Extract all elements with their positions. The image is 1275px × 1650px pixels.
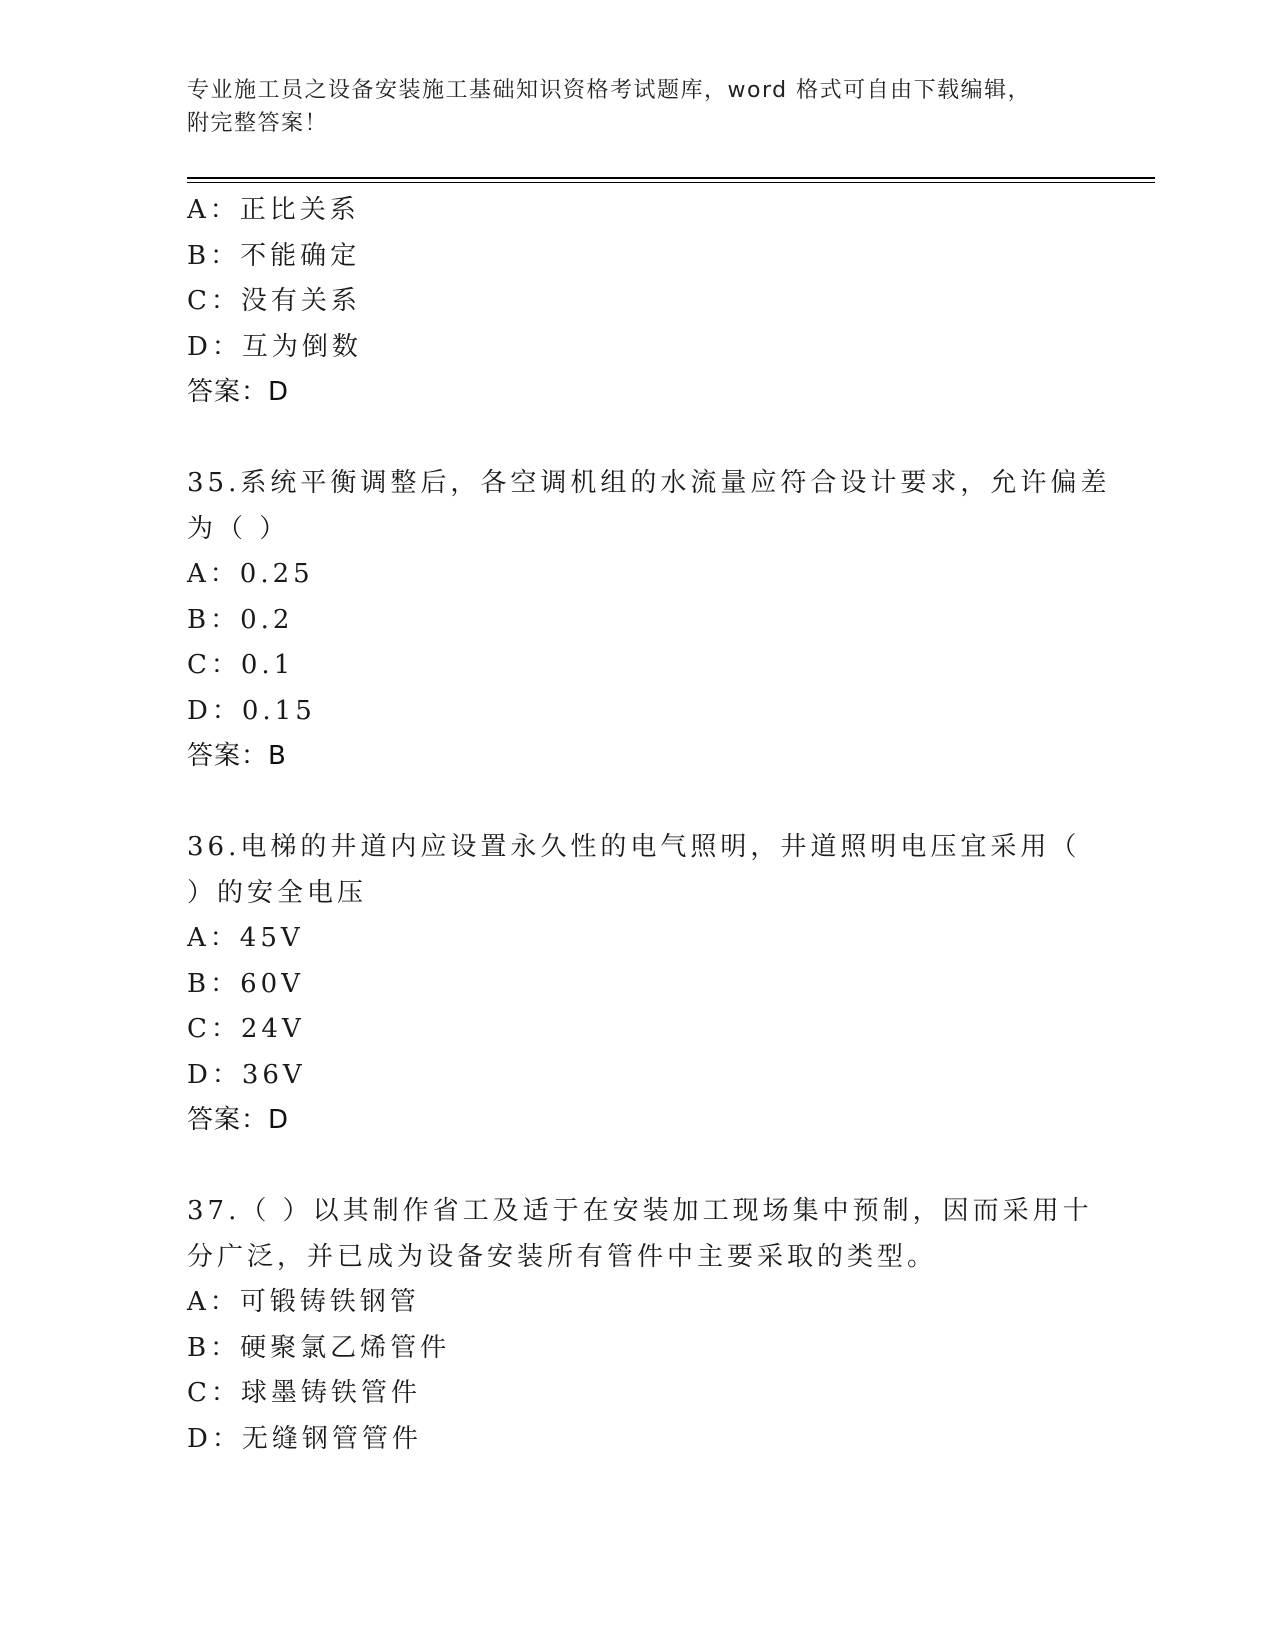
question-36 <box>187 825 1087 1144</box>
question-stem-continued: ）的安全电压 <box>187 877 368 908</box>
option-a: A：可锻铸铁钢管 <box>187 1287 420 1317</box>
question-34-tail <box>187 188 1087 416</box>
option-b: B：0.2 <box>187 604 294 635</box>
spacer <box>187 780 1087 826</box>
question-37 <box>187 1189 1093 1462</box>
option-a: A：45V <box>187 923 304 953</box>
option-d: D：0.15 <box>187 695 316 726</box>
question-stem-continued: 分广泛，并已成为设备安装所有管件中主要采取的类型。 <box>187 1241 938 1272</box>
question-stem: 35.系统平衡调整后，各空调机组的水流量应符合设计要求，允许偏差 <box>187 468 1111 498</box>
option-c: C：0.1 <box>187 650 295 680</box>
answer-line: 答案：D <box>187 1105 290 1135</box>
header-line-2: 附完整答案！ <box>187 111 329 136</box>
header-line-1: 专业施工员之设备安装施工基础知识资格考试题库，word 格式可自由下载编辑， <box>187 78 1032 103</box>
question-35 <box>187 461 1111 780</box>
option-d: D：36V <box>187 1059 306 1090</box>
option-c: C：24V <box>187 1014 305 1044</box>
spacer <box>187 1144 1087 1190</box>
option-a: A：正比关系 <box>187 195 360 225</box>
document-header <box>187 74 1087 140</box>
question-list <box>187 188 1111 1462</box>
option-b: B：不能确定 <box>187 240 361 271</box>
option-d: D：无缝钢管管件 <box>187 1423 422 1454</box>
option-a: A：0.25 <box>187 559 314 589</box>
option-d: D：互为倒数 <box>187 331 362 362</box>
option-b: B：60V <box>187 968 304 999</box>
option-c: C：球墨铸铁管件 <box>187 1378 421 1408</box>
question-stem-continued: 为（ ） <box>187 513 290 544</box>
question-stem: 37.（ ）以其制作省工及适于在安装加工现场集中预制，因而采用十 <box>187 1196 1093 1226</box>
answer-line: 答案：D <box>187 377 290 407</box>
spacer <box>187 416 1087 462</box>
header-divider-thin <box>187 182 1155 183</box>
question-stem: 36.电梯的井道内应设置永久性的电气照明，井道照明电压宜采用（ <box>187 832 1081 862</box>
header-divider-thick <box>187 177 1155 179</box>
answer-line: 答案：B <box>187 741 287 771</box>
option-b: B：硬聚氯乙烯管件 <box>187 1332 451 1363</box>
option-c: C：没有关系 <box>187 286 361 316</box>
